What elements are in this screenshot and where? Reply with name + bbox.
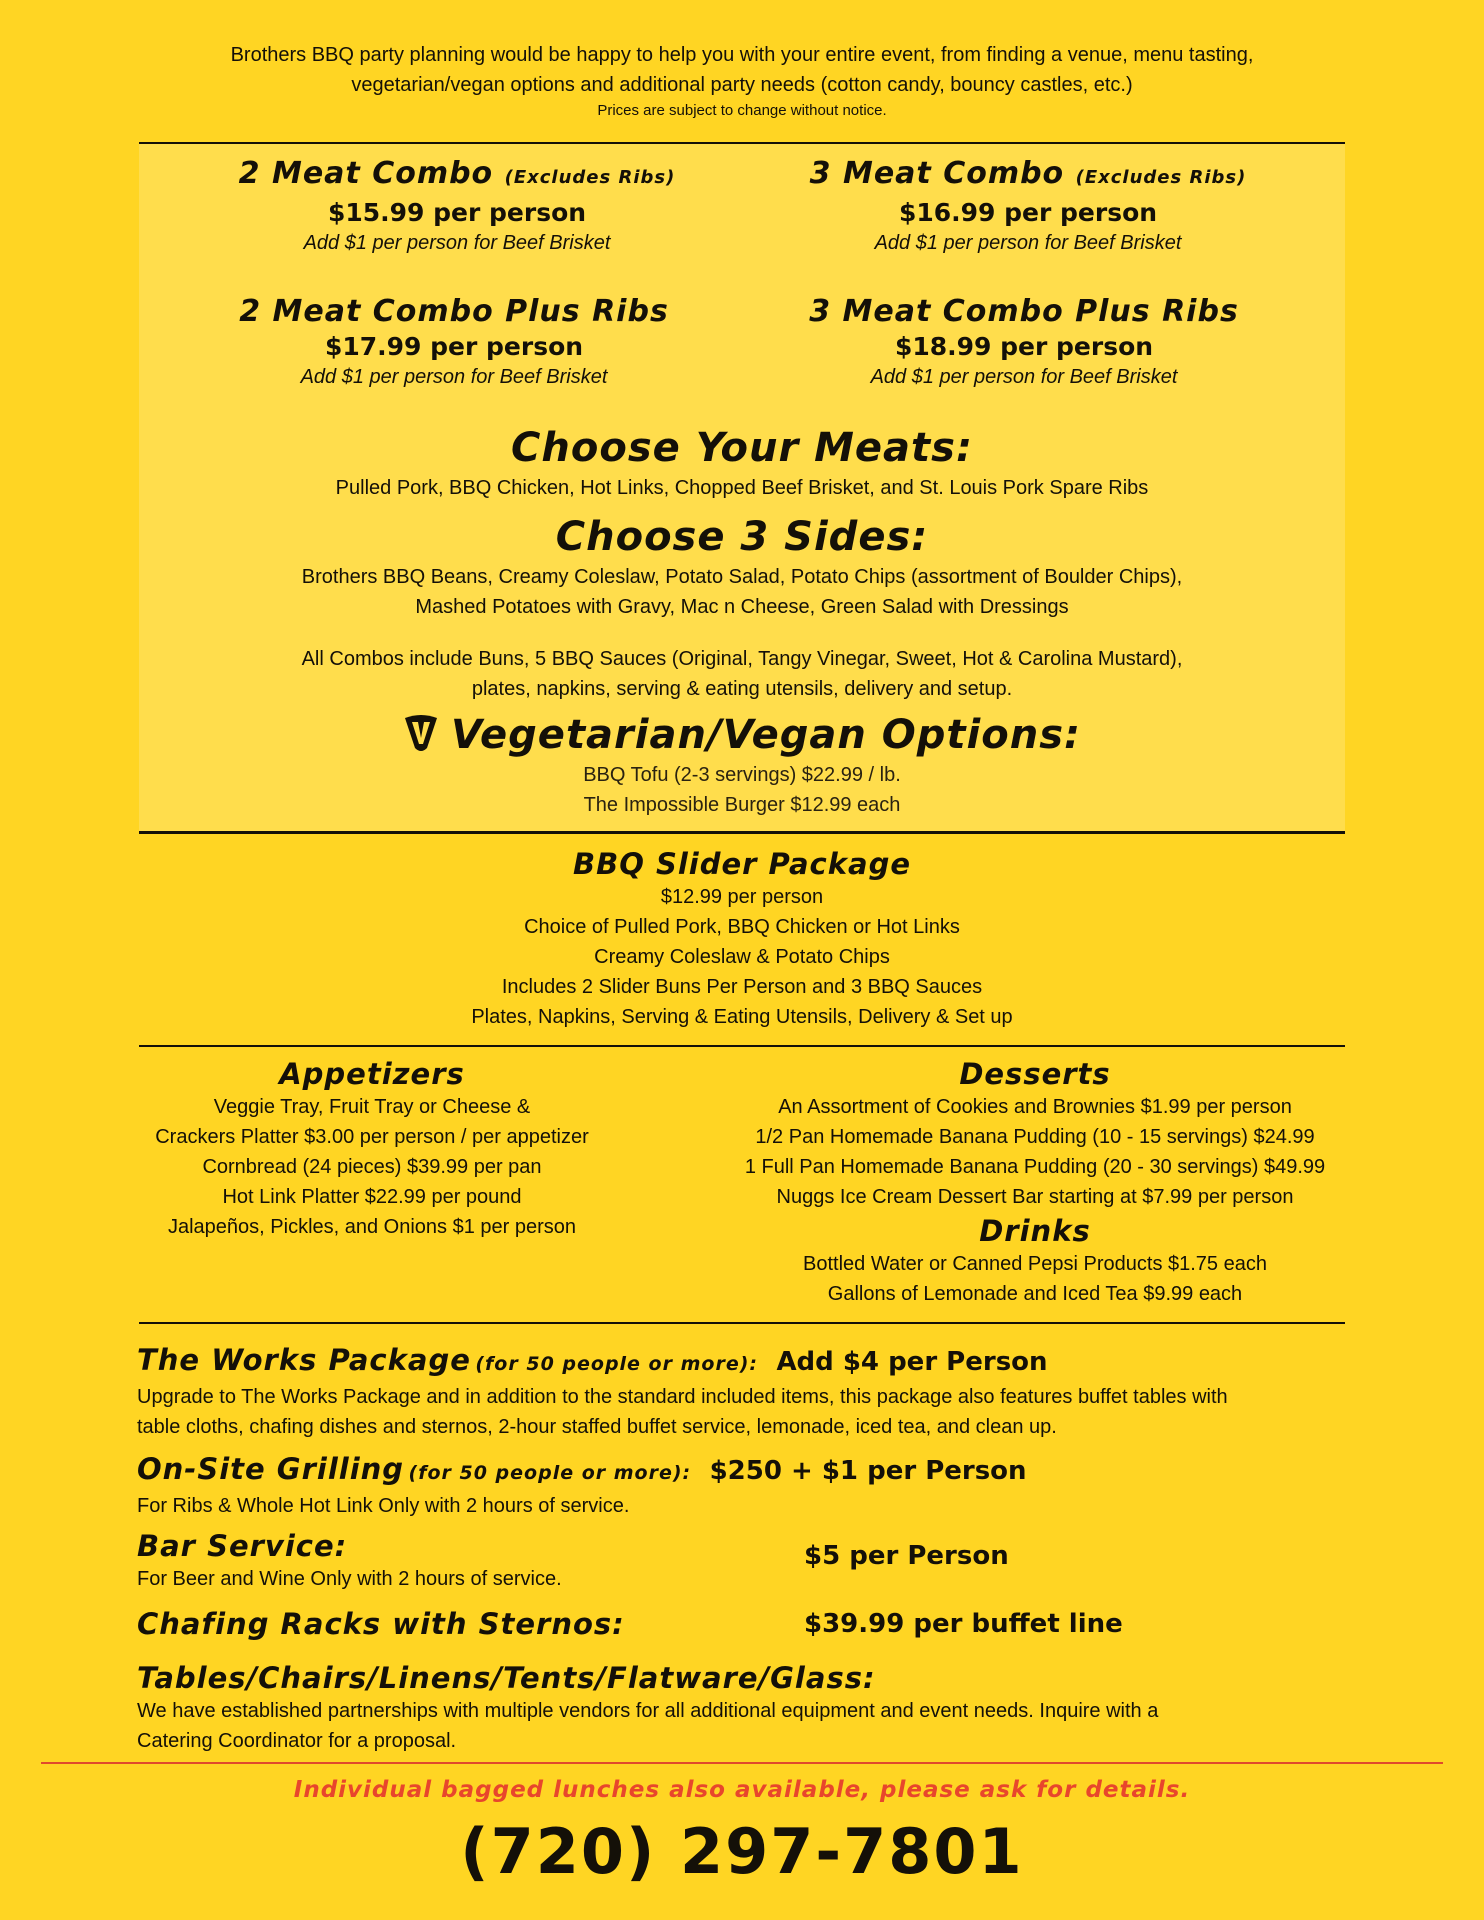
includes-section xyxy=(0,644,1484,704)
includes-line-2: plates, napkins, serving & eating utensils, delivery and setup. xyxy=(471,678,1013,700)
dessert-line: Nuggs Ice Cream Dessert Bar starting at $7.99 per person xyxy=(776,1186,1294,1208)
slider-line: Plates, Napkins, Serving & Eating Utensils, Delivery & Set up xyxy=(471,1006,1013,1028)
chafing-price: $39.99 per buffet line xyxy=(804,1609,1123,1639)
sides-line-2: Mashed Potatoes with Gravy, Mac n Cheese, Green Salad with Dressings xyxy=(415,596,1069,618)
equipment-section xyxy=(137,1660,1357,1756)
combo-name: 3 Meat Combo xyxy=(809,156,1065,191)
appetizer-line: Cornbread (24 pieces) $39.99 per pan xyxy=(202,1156,542,1178)
works-line-2: table cloths, chafing dishes and sternos, 2-hour staffed buffet service, lemonade, iced tea, and clean up. xyxy=(137,1416,1057,1438)
meats-section xyxy=(0,423,1484,503)
vegan-badge-icon xyxy=(403,714,439,752)
slider-line: $12.99 per person xyxy=(660,886,824,908)
appetizers-section xyxy=(132,1056,612,1242)
works-qualifier: (for 50 people or more): xyxy=(475,1353,758,1375)
bar-price: $5 per Person xyxy=(804,1541,1009,1571)
combo-name: 2 Meat Combo Plus Ribs xyxy=(239,294,669,329)
sides-line-1: Brothers BBQ Beans, Creamy Coleslaw, Potato Salad, Potato Chips (assortment of Boulder Chips), xyxy=(301,566,1183,588)
veg-heading: Vegetarian/Vegan Options: xyxy=(451,712,1081,758)
combo-note: Add $1 per person for Beef Brisket xyxy=(870,366,1178,388)
appetizer-line: Veggie Tray, Fruit Tray or Cheese & xyxy=(213,1096,531,1118)
slider-line: Choice of Pulled Pork, BBQ Chicken or Hot Links xyxy=(524,916,960,938)
drinks-heading: Drinks xyxy=(979,1214,1091,1248)
desserts-heading: Desserts xyxy=(959,1057,1111,1091)
works-price: Add $4 per Person xyxy=(776,1347,1048,1377)
veg-item-tofu: BBQ Tofu (2-3 servings) $22.99 / lb. xyxy=(583,764,901,786)
appetizer-line: Hot Link Platter $22.99 per pound xyxy=(222,1186,522,1208)
appetizers-heading: Appetizers xyxy=(279,1057,465,1091)
works-line-1: Upgrade to The Works Package and in addition to the standard included items, this package also features buffet tables with xyxy=(137,1386,1228,1408)
appetizer-line: Jalapeños, Pickles, and Onions $1 per person xyxy=(167,1216,577,1238)
intro-line-2: vegetarian/vegan options and additional party needs (cotton candy, bouncy castles, etc.) xyxy=(351,74,1133,96)
divider-extras-top xyxy=(139,1322,1345,1324)
combo-name: 3 Meat Combo Plus Ribs xyxy=(809,294,1239,329)
grilling-price: $250 + $1 per Person xyxy=(709,1456,1027,1486)
bar-desc: For Beer and Wine Only with 2 hours of service. xyxy=(137,1568,562,1590)
slider-line: Includes 2 Slider Buns Per Person and 3 BBQ Sauces xyxy=(501,976,983,998)
equipment-line-1: We have established partnerships with multiple vendors for all additional equipment and event needs. Inquire with a xyxy=(137,1700,1159,1722)
meats-list: Pulled Pork, BBQ Chicken, Hot Links, Chopped Beef Brisket, and St. Louis Pork Spare Ribs xyxy=(335,477,1149,499)
intro-line-1: Brothers BBQ party planning would be happy to help you with your entire event, from finding a venue, menu tasting, xyxy=(230,44,1254,66)
equipment-label: Tables/Chairs/Linens/Tents/Flatware/Glass: xyxy=(137,1661,876,1695)
slider-heading: BBQ Slider Package xyxy=(573,847,911,881)
works-label: The Works Package xyxy=(137,1343,471,1377)
price-notice: Prices are subject to change without notice. xyxy=(597,102,887,119)
divider-slider-bottom xyxy=(139,1045,1345,1047)
includes-line-1: All Combos include Buns, 5 BBQ Sauces (Original, Tangy Vinegar, Sweet, Hot & Carolina Mustard), xyxy=(301,648,1183,670)
drinks-section xyxy=(700,1213,1370,1309)
veg-section xyxy=(0,710,1484,820)
chafing-label: Chafing Racks with Sternos: xyxy=(137,1607,625,1641)
grilling-section xyxy=(137,1451,1357,1521)
slider-section xyxy=(0,846,1484,1032)
veg-item-burger: The Impossible Burger $12.99 each xyxy=(583,794,901,816)
combo-3-meat xyxy=(728,156,1328,256)
dessert-line: 1/2 Pan Homemade Banana Pudding (10 - 15 servings) $24.99 xyxy=(755,1126,1315,1148)
divider-panel-bottom xyxy=(139,831,1345,834)
dessert-line: 1 Full Pan Homemade Banana Pudding (20 - 30 servings) $49.99 xyxy=(744,1156,1326,1178)
grilling-desc: For Ribs & Whole Hot Link Only with 2 hours of service. xyxy=(137,1495,630,1517)
phone-number: (720) 297-7801 xyxy=(460,1815,1024,1888)
sides-section xyxy=(0,512,1484,622)
footer-divider xyxy=(41,1762,1443,1764)
combo-2-meat xyxy=(157,156,757,256)
bar-label: Bar Service: xyxy=(137,1529,348,1563)
grilling-label: On-Site Grilling xyxy=(137,1452,405,1486)
combo-name: 2 Meat Combo xyxy=(238,156,494,191)
works-section xyxy=(137,1342,1357,1442)
combo-exclusion: (Excludes Ribs) xyxy=(1075,167,1247,188)
combo-2-meat-ribs xyxy=(154,294,754,390)
sides-heading: Choose 3 Sides: xyxy=(555,514,929,560)
combo-3-meat-ribs xyxy=(724,294,1324,390)
combo-exclusion: (Excludes Ribs) xyxy=(504,167,676,188)
intro xyxy=(0,40,1484,122)
equipment-line-2: Catering Coordinator for a proposal. xyxy=(137,1730,457,1752)
meats-heading: Choose Your Meats: xyxy=(511,425,973,471)
appetizer-line: Crackers Platter $3.00 per person / per appetizer xyxy=(155,1126,589,1148)
combo-note: Add $1 per person for Beef Brisket xyxy=(303,232,611,254)
drink-line: Bottled Water or Canned Pepsi Products $1.75 each xyxy=(803,1253,1267,1275)
combo-note: Add $1 per person for Beef Brisket xyxy=(874,232,1182,254)
slider-line: Creamy Coleslaw & Potato Chips xyxy=(594,946,890,968)
grilling-qualifier: (for 50 people or more): xyxy=(408,1462,692,1484)
bagged-lunch-notice: Individual bagged lunches also available, please ask for details. xyxy=(293,1777,1191,1803)
dessert-line: An Assortment of Cookies and Brownies $1.99 per person xyxy=(778,1096,1292,1118)
drink-line: Gallons of Lemonade and Iced Tea $9.99 each xyxy=(827,1283,1243,1305)
combo-price: $17.99 per person xyxy=(324,332,584,361)
combo-note: Add $1 per person for Beef Brisket xyxy=(300,366,608,388)
combo-price: $16.99 per person xyxy=(898,198,1158,227)
combo-price: $18.99 per person xyxy=(894,332,1154,361)
combo-price: $15.99 per person xyxy=(327,198,587,227)
desserts-section xyxy=(700,1056,1370,1212)
